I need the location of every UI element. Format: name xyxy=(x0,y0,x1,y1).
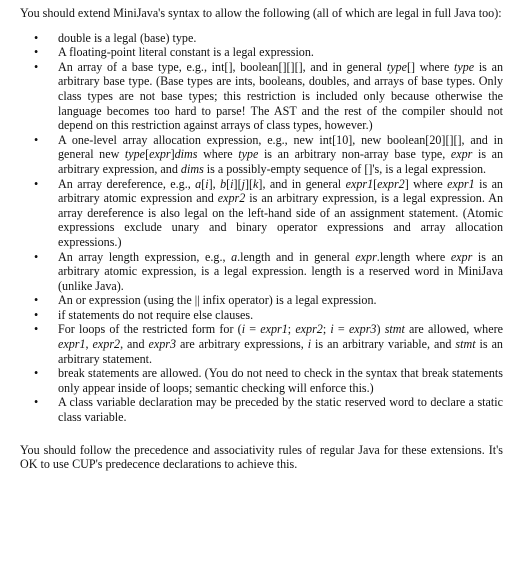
italic-term: expr1 xyxy=(58,337,86,352)
item-text: [ xyxy=(226,176,231,191)
italic-term: expr2 xyxy=(377,176,405,191)
item-text: = xyxy=(245,322,261,337)
italic-term: expr1 xyxy=(260,322,288,337)
item-text: An array length expression, e.g., xyxy=(58,249,232,264)
italic-term: expr1 xyxy=(447,176,475,191)
item-text: is an arbitrary non-array base type, xyxy=(258,147,451,162)
italic-term: i xyxy=(205,176,209,191)
italic-term: type xyxy=(124,147,146,162)
item-text: are arbitrary expressions, xyxy=(176,337,308,352)
item-text: break statements are allowed. (You do not need to check in the syntax that break statements only appear inside of loops; semantic checking will enforce this.) xyxy=(58,366,503,395)
item-text: A floating-point literal constant is a legal expression. xyxy=(58,45,314,60)
item-text: , and xyxy=(120,337,149,352)
item-text: is an arbitrary statement. xyxy=(58,337,503,366)
item-text: if statements do not require else clauses. xyxy=(58,307,254,322)
italic-term: type xyxy=(453,59,475,74)
list-item xyxy=(58,177,503,250)
item-text: = xyxy=(333,322,349,337)
item-text: is an arbitrary expression, and xyxy=(58,147,504,176)
italic-term: type xyxy=(238,147,259,162)
italic-term: expr3 xyxy=(348,322,377,337)
item-text: ] where xyxy=(404,176,448,191)
italic-term: i xyxy=(330,322,334,337)
item-text: For loops of the restricted form for ( xyxy=(58,322,242,337)
italic-term: a xyxy=(195,176,202,191)
italic-term: i xyxy=(307,337,312,352)
list-item xyxy=(58,45,503,60)
italic-term: b xyxy=(220,176,227,191)
italic-term: expr2 xyxy=(217,191,246,206)
list-item xyxy=(58,250,503,294)
italic-term: expr xyxy=(149,147,171,162)
italic-term: stmt xyxy=(384,322,405,337)
item-text: , xyxy=(85,337,93,352)
list-item xyxy=(58,60,503,133)
italic-term: dims xyxy=(174,147,198,162)
italic-term: j xyxy=(241,176,245,191)
item-text: is an arbitrary expression, is a legal expression. An array dereference is also legal on the left-hand side of an assignment statement. (Atomic expressions exclude unary and binary operator expressions and array allocation expressions.) xyxy=(58,191,503,249)
italic-term: expr2 xyxy=(295,322,323,337)
item-text: are allowed, where xyxy=(404,322,503,337)
item-text: .length where xyxy=(376,249,451,264)
italic-term: stmt xyxy=(455,337,476,352)
item-text: ; xyxy=(322,322,331,337)
list-item xyxy=(58,366,503,395)
italic-term: k xyxy=(253,176,259,191)
item-text: ; xyxy=(287,322,296,337)
item-text: ], xyxy=(208,176,221,191)
item-text: An array dereference, e.g., xyxy=(58,176,196,191)
item-text: ] xyxy=(170,147,175,162)
item-text: is an arbitrary variable, and xyxy=(311,337,456,352)
italic-term: expr xyxy=(355,249,377,264)
item-text: ) xyxy=(376,322,385,337)
italic-term: dims xyxy=(180,161,204,176)
item-text: An or expression (using the || infix operator) is a legal expression. xyxy=(58,293,377,308)
list-item xyxy=(58,133,503,177)
item-text: is an arbitrary base type. (Base types are ints, booleans, doubles, and arrays of base types. Only class types are not base types; this restriction is included only because otherwise the language becomes too hard to parse! The AST and the rest of the compiler should not depend on this restriction against arrays of class types, however.) xyxy=(58,59,503,133)
italic-term: expr3 xyxy=(148,337,177,352)
item-text: [ xyxy=(373,176,378,191)
italic-term: expr1 xyxy=(345,176,374,191)
item-text: is a possibly-empty sequence of []'s, is a legal expression. xyxy=(203,161,487,176)
italic-term: expr2 xyxy=(92,337,121,352)
item-text: A one-level array allocation expression, e.g., new int[10], new boolean[20][][], and in general new xyxy=(58,132,503,162)
list-item xyxy=(58,293,503,308)
italic-term: expr xyxy=(450,249,473,264)
italic-term: expr xyxy=(450,147,473,162)
item-text: ], and in general xyxy=(258,176,346,191)
item-text: .length and in general xyxy=(237,249,356,264)
italic-term: i xyxy=(241,322,246,337)
list-item xyxy=(58,308,503,323)
italic-term: i xyxy=(230,176,234,191)
intro-paragraph: You should extend MiniJava's syntax to allow the following (all of which are legal in full Java too): xyxy=(20,6,502,20)
item-text: ][ xyxy=(233,176,242,191)
item-text: ][ xyxy=(244,176,254,191)
closing-paragraph: You should follow the precedence and associativity rules of regular Java for these extensions. It's OK to use CUP's predecence declarations to achieve this. xyxy=(20,442,503,472)
italic-term: type xyxy=(386,59,408,74)
list-item xyxy=(58,322,503,366)
italic-term: a xyxy=(231,249,238,264)
item-text: is an arbitrary atomic expression, is a legal expression. length is a reserved word in MiniJava (unlike Java). xyxy=(58,249,504,293)
item-text: An array of a base type, e.g., int[], boolean[][][], and in general xyxy=(58,59,387,74)
list-item xyxy=(58,31,503,46)
list-item xyxy=(58,395,503,424)
item-text: [ xyxy=(201,176,206,191)
item-text: double is a legal (base) type. xyxy=(58,30,197,45)
item-text: [ xyxy=(145,147,150,162)
feature-list xyxy=(20,31,503,425)
item-text: A class variable declaration may be preceded by the static reserved word to declare a static class variable. xyxy=(58,395,503,425)
item-text: [] where xyxy=(407,59,454,74)
item-text: where xyxy=(197,147,239,162)
item-text: is an arbitrary atomic expression and xyxy=(58,176,503,206)
